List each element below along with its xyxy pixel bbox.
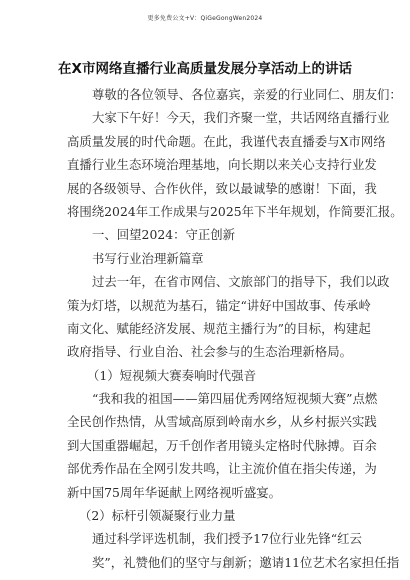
paragraph-line: 新中国75周年华诞献上网络视听盛宴。 (67, 484, 282, 500)
paragraph-line: 奖”，礼赞他们的坚守与創新；邀请11位艺术名家担任指 (92, 554, 400, 570)
paragraph-line: 尊敬的各位领导、各位嘉宾，亲爱的行业同仁、朋友们： (92, 87, 402, 102)
paragraph-line: 部优秀作品在全网引发共鸣，让主流价值在指尖传递，为 (67, 461, 377, 477)
paragraph-line: 书写行业治理新篇章 (92, 250, 204, 266)
paragraph-line: 南文化、赋能经济发展、规范主播行为”的目标，构建起 (67, 320, 371, 336)
paragraph-line: （2）标杆引领凝聚行业力量 (79, 508, 236, 524)
paragraph-line: 过去一年，在省市网信、文旅部门的指导下，我们以政 (92, 274, 390, 290)
paragraph-line: 直播行业生态环境治理基地，向长期以来关心支持行业发 (67, 157, 377, 173)
paragraph-line: 将围绕2024年工作成果与2025年下半年规划，作简要汇报。 (67, 203, 403, 219)
paragraph-line: （1）短视频大赛奏响时代强音 (87, 367, 256, 383)
paragraph-line: 政府指导、行业自治、社会参与的生态治理新格局。 (67, 344, 352, 360)
paragraph-line: 一、回望2024：守正创新 (92, 227, 236, 243)
paragraph-line: 到大国重器崛起，万千创作者用镜头定格时代脉搏。百余 (67, 437, 377, 453)
paragraph-line: 通过科学评选机制，我们授予17位行业先锋“红云 (92, 531, 362, 547)
header-note: 更多免费公文+V：QiGeGongWen2024 (147, 15, 263, 22)
paragraph-line: 展的各级领导、合作伙伴，致以最诚挚的感谢！下面，我 (67, 180, 377, 196)
paragraph-line: 大家下午好！今天，我们齐聚一堂，共话网络直播行业 (92, 110, 390, 126)
document-body (67, 83, 403, 574)
page-title: 在X市网络直播行业高质量发展分享活动上的讲话 (58, 61, 352, 77)
paragraph-line: 高质量发展的时代命题。在此，我谨代表直播委与X市网络 (67, 133, 386, 149)
paragraph-line: “我和我的祖国——第四届优秀网络短视频大赛”点燃 (92, 391, 378, 407)
paragraph-line: 全民创作热情，从雪域高原到岭南水乡，从乡村振兴实践 (67, 414, 377, 430)
paragraph-line: 策为灯塔，以规范为基石，锚定“讲好中国故事、传承岭 (67, 297, 371, 313)
